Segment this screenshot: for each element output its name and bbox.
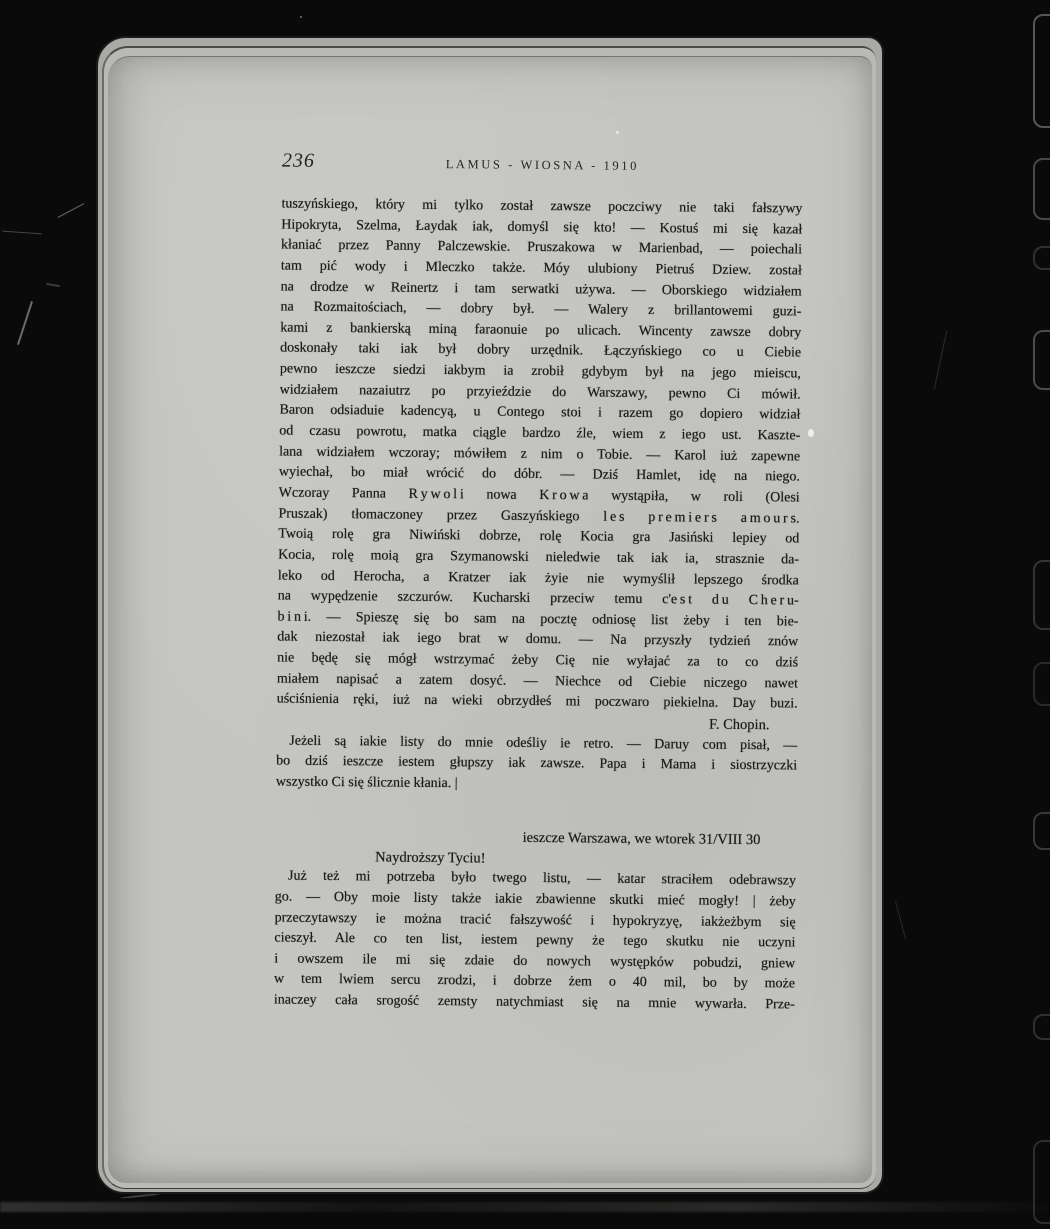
film-perforation-mark [1033,158,1050,220]
book-page [108,56,872,1183]
letter2-dateline: ieszcze Warszawa, we wtorek 31/VIII 30 [522,829,761,848]
page-header [282,149,803,180]
text-line: kłaniać przez Panny Palczewskie. Pruszakowa w Marienbad, — poiechali [281,237,803,258]
letter2-salutation: Naydroższy Tyciu! [375,849,486,867]
text-line: inaczey cała srogość zemsty natychmiast się na mnie wywarła. Prze- [273,992,795,1013]
text-line: uściśnienia ręki, iuż na wieki obrzydłeś mi poczwaro piekielna. Day buzi. [276,691,798,712]
text-line: dak niezostał iak iego brat w domu. — Na przyszły tydzień znów [277,629,799,650]
running-header: LAMUS - WIOSNA - 1910 [445,157,640,173]
film-perforation-mark [1033,560,1050,630]
letter1-postscript [276,731,798,798]
text-line: i owszem ile mi się zdaie do nowych występków pobudzi, gniew [274,951,796,972]
film-perforation-mark [1033,662,1050,706]
scratch-mark [934,331,947,390]
text-line: na Rozmaitościach, — dobry był. — Walery z brillantowemi guzi- [280,299,802,320]
text-line: w tem lwiem sercu zrodzi, i dobrze żem o 40 mil, bo by może [273,971,796,992]
text-line: na wypędzenie szczurów. Kucharski przeciw temu c'e s t d u C h e r u- [277,588,799,609]
text-line: na drodze w Reinertz i tam serwatki używa. — Oborskiego widziałem [280,279,802,300]
scratch-mark [17,301,33,345]
film-perforation-mark [1033,330,1050,390]
letter1-body [277,194,803,715]
scratch-mark [895,901,906,940]
film-perforation-mark [1033,1014,1050,1040]
scratch-mark [46,283,60,287]
text-line: cieszył. Ale co ten list, iestem pewny że tego skutku nie uczyni [274,930,796,951]
film-perforation-mark [1033,14,1050,128]
paper-speck [616,131,619,134]
text-line: doskonały taki iak był dobry urzędnik. Łączyńskiego co u Ciebie [280,340,802,361]
page-number: 236 [281,149,316,172]
text-line: Wczoray Panna R y w o l i nowa K r o w a wystąpiła, w roli (Olesi [278,485,800,506]
film-perforation-mark [1033,246,1050,270]
film-perforation-mark [1033,812,1050,850]
dust-speck [300,16,302,18]
text-line: Już też mi potrzeba było twego listu, — katar straciłem odebrawszy [287,868,797,889]
text-line: Hipokryta, Szelma, Łaydak iak, domyśl się kto! — Kostuś mi się kazał [281,217,803,238]
text-line: bo dziś ieszcze iestem głupszy iak zawsze. Papa i Mama i siostrzyczki [276,753,798,774]
text-line: Jeżeli są iakie listy do mnie odeśliy ie retro. — Daruy com pisał, — [289,733,798,754]
scratch-mark [58,203,85,218]
text-line: lana widziałem wczoray; mówiłem z nim o Tobie. — Karol iuż zapewne [279,444,801,465]
text-line: miałem napisać a zatem dosyć. — Niechce od Ciebie niczego nawet [276,671,798,692]
text-line: b i n i. — Spieszę się bo sam na pocztę odniosę list żeby i ten bie- [277,609,799,630]
text-line: tam pić wody i Mleczko także. Móy ulubiony Pietruś Dziew. został [280,258,802,279]
text-line: tuszyńskiego, który mi tylko został zawsze poczciwy nie taki fałszywy [281,196,803,217]
text-line: go. — Oby moie listy także iakie zbawienne skutki mieć mogły! | żeby [274,889,796,910]
text-line: kami z bankierską miną faraonuie po ulicach. Wincenty zawsze dobry [280,320,802,341]
text-line: pewno ieszcze siedzi iakbym ia zrobił gdybym był na jego mieiscu, [279,361,801,382]
text-line: wszystko Ci się ślicznie kłania. | [275,774,458,792]
text-line: wyiechał, bo miał wrócić do dóbr. — Dziś Hamlet, idę na niego. [278,464,800,485]
film-light-band [0,1202,1050,1212]
scratch-mark [2,231,42,235]
text-line: Pruszak) tłomaczoney przez Gaszyńskiego l e s p r e m i e r s a m o u r s. [278,506,800,527]
text-line: Kocia, rolę moią gra Szymanowski nieledwie tak iak ia, strasznie da- [278,547,800,568]
paper-speck [808,429,814,437]
text-line: leko od Herocha, a Kratzer iak żyie nie wymyślił lepszego środka [277,568,799,589]
text-line: nie będę się mógł wstrzymać żeby Cię nie wyłajać za to co dziś [277,650,799,671]
letter2-body [274,867,796,1016]
page-content [274,149,803,1016]
text-line: widziałem nazaiutrz po przyieździe do Warszawy, pewno Ci mówił. [279,382,801,403]
text-line: Baron odsiaduie kadencyą, u Contego stoi i razem go dopiero widział [279,402,801,423]
text-line: Twoią rolę gra Niwiński dobrze, rolę Kocia gra Jasiński lepiey od [278,526,800,547]
text-line: przeczytawszy ie można tracić fałszywość i hypokryzyę, iakżeżbym się [274,909,796,930]
letter1-signature: F. Chopin. [708,716,770,734]
text-line: od czasu powrotu, matka ciągle bardzo źle, wiem z iego ust. Kaszte- [279,423,801,444]
